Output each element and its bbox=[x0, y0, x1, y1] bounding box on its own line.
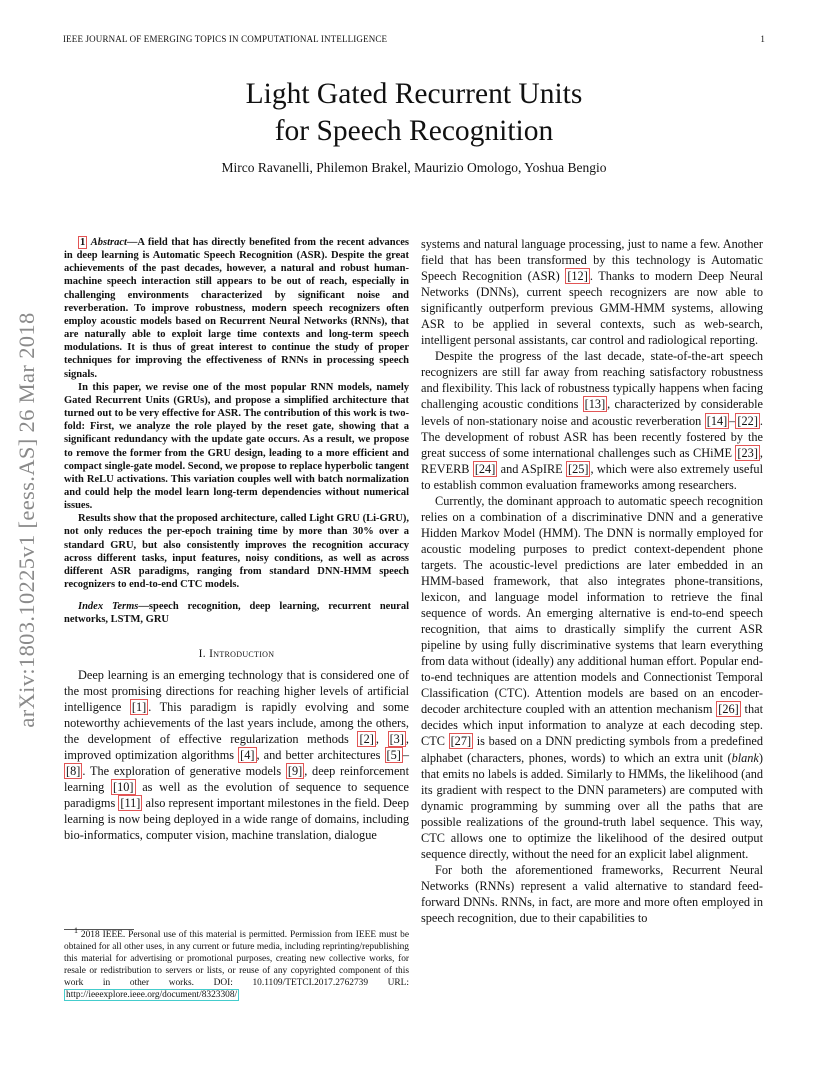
text-run: and ASpIRE bbox=[497, 461, 566, 476]
citation-link[interactable]: [23] bbox=[737, 445, 758, 460]
text-run: Currently, the dominant approach to automatic speech recognition relies on a combination of a discriminative DNN and a generative Hidden Markov Model (HMM). The DNN is normally employed for acoustic modeling purposes to predict context-dependent phone targets. The acoustic-level predictions are later embedded in an HMM-based framework, that also integrates phone-transitions, lexicon, and language model information to retrieve the final sequence of words. An emerging alternative is end-to-end speech recognition, that aims to drastically simplify the current ASR pipeline by using fully discriminative systems that learn everything from data without (ideally) any additional human effort. Popular end-to-end techniques are attention models and Connectionist Temporal Classification (CTC). Attention models are based on an encoder-decoder architecture coupled with an attention mechanism bbox=[421, 493, 763, 717]
citation-link[interactable]: [25] bbox=[567, 461, 589, 476]
citation-link[interactable]: [24] bbox=[474, 461, 496, 476]
citation-link[interactable]: [12] bbox=[567, 269, 588, 284]
abstract-paragraph-2: In this paper, we revise one of the most popular RNN models, namely Gated Recurrent Units (GRUs), and propose a simplified architecture that turned out to be very effective for ASR. The contribution of this work is two-fold: First, we analyze the role played by the reset gate, showing that a significant redundancy with the update gate occurs. As a result, we propose to remove the former from the GRU design, leading to a more efficient and compact single-gate model. Second, we propose to replace hyperbolic tangent with ReLU activations. This variation couples well with batch normalization and could help the model learn long-term dependencies without numerical issues. bbox=[64, 381, 409, 512]
arxiv-stamp-text: arXiv:1803.10225v1 [eess.AS] 26 Mar 2018 bbox=[14, 312, 39, 728]
text-run: , bbox=[375, 731, 388, 746]
citation-link[interactable]: [9] bbox=[287, 763, 303, 778]
text-run: . The development of robust ASR has been recently fostered by the great success of some international challenges such as CHiME bbox=[421, 413, 763, 460]
citation-link[interactable]: [2] bbox=[359, 731, 374, 746]
doi-url-link[interactable]: http://ieeexplore.ieee.org/document/8323308/ bbox=[66, 989, 238, 1000]
text-run: , which were also extremely useful to establish common evaluation frameworks among researchers. bbox=[421, 461, 763, 492]
citation-link[interactable]: [8] bbox=[66, 763, 81, 778]
text-run: , improved optimization algorithms bbox=[64, 731, 409, 762]
text-run: . Thanks to modern Deep Neural Networks (DNNs), current speech recognizers are now able to significantly outperform previous GMM-HMM systems, allowing ASR to be applied in several contexts, such as web-search, intelligent personal assistants, car control and radiological reporting. bbox=[421, 269, 764, 348]
text-run: ) that emits no labels is added. Similarly to HMMs, the likelihood (and its gradient with respect to the DNN parameters) are computed with dynamic programming by summing over all the paths that are possible realizations of the ground-truth label sequence. This way, CTC allows one to optimize the likelihood of the desired output sequence directly, without the need for an explicit label alignment. bbox=[421, 750, 763, 861]
paper-title bbox=[0, 76, 828, 150]
citation-link[interactable]: [14] bbox=[706, 413, 728, 428]
text-run: that decides which input information to analyze at each decoding step. CTC bbox=[421, 702, 763, 749]
left-column bbox=[64, 236, 409, 843]
text-run: , and better architectures bbox=[256, 747, 385, 762]
text-run: , REVERB bbox=[421, 445, 763, 476]
text-run: Despite the progress of the last decade, state-of-the-art speech recognizers are still far away from reaching satisfactory robustness and flexibility. This lack of robustness typically happens when facing challenging acoustic conditions bbox=[421, 349, 763, 412]
author-list: Mirco Ravanelli, Philemon Brakel, Maurizio Omologo, Yoshua Bengio bbox=[221, 160, 607, 175]
intro-paragraph-1 bbox=[64, 667, 409, 844]
citation-link[interactable]: [5] bbox=[386, 747, 401, 762]
intro-paragraph-3 bbox=[421, 493, 763, 862]
citation-link[interactable]: [13] bbox=[584, 397, 606, 412]
journal-name: IEEE JOURNAL OF EMERGING TOPICS IN COMPUTATIONAL INTELLIGENCE bbox=[63, 34, 388, 44]
right-column bbox=[421, 236, 763, 926]
citation-link[interactable]: [27] bbox=[450, 734, 472, 749]
citation-link[interactable]: [10] bbox=[113, 779, 134, 794]
footnote-paragraph bbox=[64, 925, 409, 1001]
intro-paragraph-2 bbox=[421, 348, 763, 492]
citation-link[interactable]: [11] bbox=[120, 795, 141, 810]
copyright-footnote bbox=[64, 925, 409, 1001]
text-run: , deep reinforcement learning bbox=[64, 763, 409, 794]
text-run: as well as the evolution of sequence to sequence paradigms bbox=[64, 779, 409, 810]
abstract-paragraph-1 bbox=[64, 236, 409, 381]
index-terms-label: Index Terms bbox=[78, 601, 139, 613]
abstract-label: Abstract bbox=[90, 237, 127, 248]
index-terms bbox=[64, 600, 409, 626]
page-number: 1 bbox=[760, 34, 765, 44]
text-run: . The exploration of generative models bbox=[82, 763, 286, 778]
intro-paragraph-4: For both the aforementioned frameworks, Recurrent Neural Networks (RNNs) represent a valid alternative to standard feed-forward DNNs. RNNs, in fact, are more and more often employed in speech recognition, due to their capabilities to bbox=[421, 862, 763, 925]
index-terms-text: —speech recognition, deep learning, recurrent neural networks, LSTM, GRU bbox=[64, 601, 409, 626]
abstract-text-1: —A field that has directly benefited from the recent advances in deep learning is Automatic Speech Recognition (ASR). Despite the great achievements of the past decades, however, a natural and robust human-machine speech interaction still appears to be out of reach, especially in challenging environments characterized by significant noise and reverberation. To improve robustness, modern speech recognizers often employ acoustic models based on Recurrent Neural Networks (RNNs), that are naturally able to exploit large time contexts and long-term speech modulations. It is thus of great interest to continue the study of proper techniques for improving the effectiveness of RNNs in processing speech signals. bbox=[64, 237, 409, 380]
title-line-1: Light Gated Recurrent Units bbox=[245, 78, 583, 110]
footnote-text: 2018 IEEE. Personal use of this material is permitted. Permission from IEEE must be obtained for all other uses, in any current or future media, including reprinting/republishing this material for advertising or promotional purposes, creating new collective works, for resale or redistribution to servers or lists, or reuse of any copyrighted component of this work in other works. DOI: 10.1109/TETCI.2017.2762739 URL: bbox=[64, 930, 409, 988]
abstract-footnote-link[interactable]: 1 bbox=[80, 237, 86, 248]
text-run: also represent important milestones in the field. Deep learning is now being deployed in a wide range of domains, including bio-informatics, computer vision, machine translation, dialogue bbox=[64, 795, 409, 843]
blank-term: blank bbox=[731, 750, 759, 765]
text-run: – bbox=[402, 747, 409, 762]
text-run: is based on a DNN predicting symbols from a predefined alphabet (characters, phones, words) to which an extra unit ( bbox=[421, 734, 763, 765]
arxiv-identifier-stamp bbox=[7, 250, 47, 790]
section-heading-introduction: I. Introduction bbox=[198, 647, 275, 660]
abstract bbox=[64, 236, 409, 591]
text-run: Deep learning is an emerging technology that is considered one of the most promising directions for reaching higher levels of artificial intelligence bbox=[64, 667, 409, 714]
citation-link[interactable]: [3] bbox=[389, 731, 404, 746]
running-header bbox=[63, 34, 765, 44]
text-run: systems and natural language processing, just to name a few. Another field that has been transformed by this technology is Automatic Speech Recognition (ASR) bbox=[421, 237, 763, 284]
citation-link[interactable]: [4] bbox=[240, 747, 255, 762]
citation-link[interactable]: [1] bbox=[131, 699, 147, 714]
footnote-mark: 1 bbox=[74, 925, 78, 935]
intro-paragraph-1-continued bbox=[421, 236, 763, 348]
citation-link[interactable]: [22] bbox=[737, 413, 758, 428]
abstract-paragraph-3: Results show that the proposed architecture, called Light GRU (Li-GRU), not only reduces the per-epoch training time by more than 30% over a standard GRU, but also consistently improves the recognition accuracy across different tasks, input features, noisy conditions, as well as across different ASR paradigms, ranging from standard DNN-HMM speech recognizers to end-to-end CTC models. bbox=[64, 513, 409, 591]
text-run: – bbox=[729, 413, 736, 428]
text-run: , characterized by considerable levels of non-stationary noise and acoustic reverberation bbox=[421, 397, 763, 428]
citation-link[interactable]: [26] bbox=[718, 702, 739, 717]
title-line-2: for Speech Recognition bbox=[274, 115, 554, 147]
text-run: . This paradigm is rapidly evolving and some noteworthy achievements of the last years include, among the others, the development of effective regularization methods bbox=[64, 699, 409, 746]
